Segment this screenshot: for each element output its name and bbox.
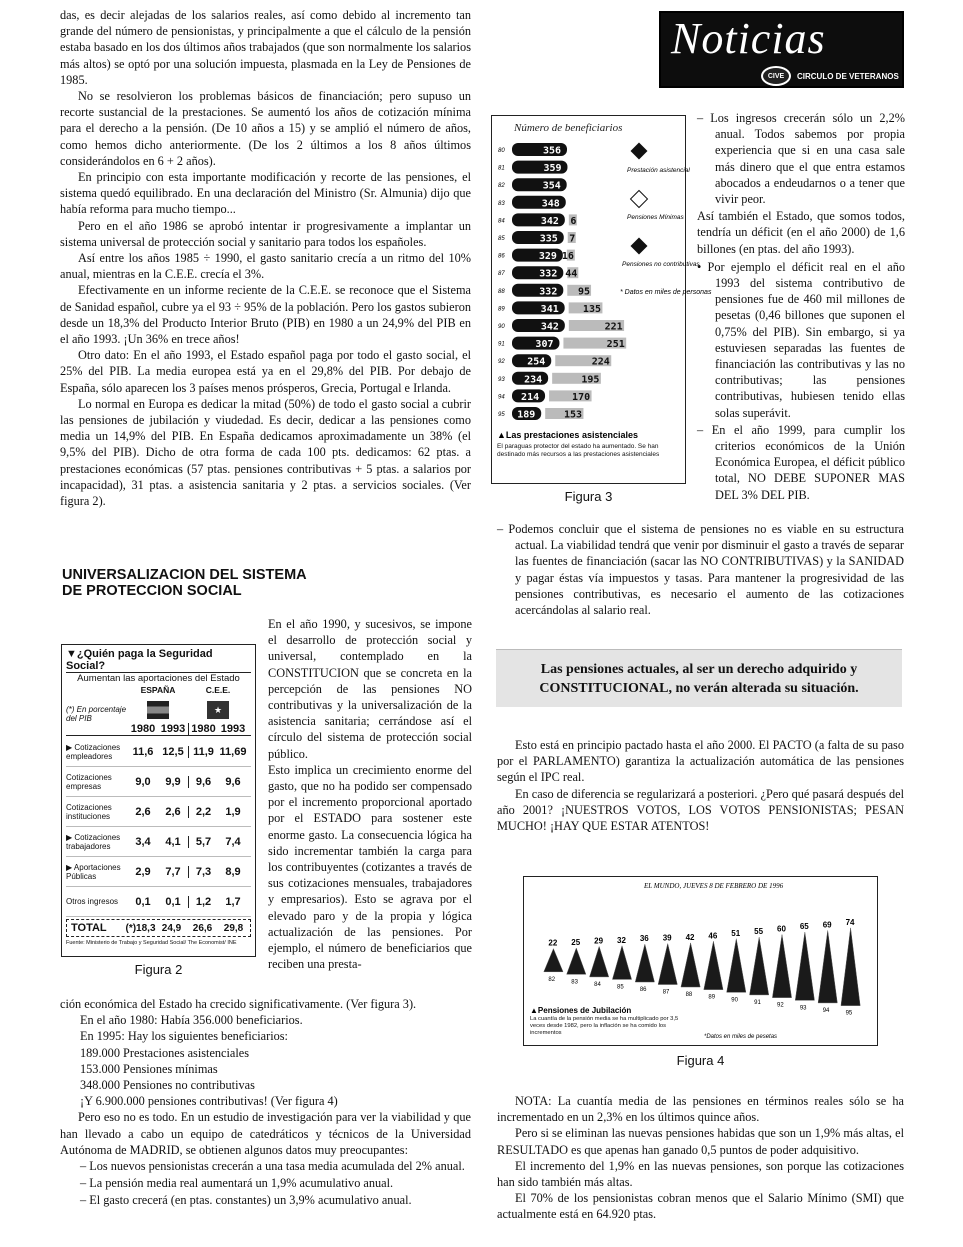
fig3-year-label: 82 <box>498 183 505 190</box>
fig2-row-label: ▶ Cotizaciones trabajadores <box>66 832 121 851</box>
fig2-cell: 7,3 <box>188 866 218 878</box>
fig2-cell: 0,1 <box>165 895 181 908</box>
beneficiary-line: 153.000 Pensiones mínimas <box>80 1061 218 1076</box>
fig2-table-row <box>66 827 251 857</box>
fig3-year-label: 94 <box>498 394 505 401</box>
fig4-peak <box>841 928 860 1006</box>
fig3-value-label: 95 <box>578 286 591 298</box>
fig4-year-label: 92 <box>777 1002 784 1009</box>
fig4-year-label: 93 <box>799 1005 807 1012</box>
fig2-row-label: Cotizaciones empresas <box>66 772 112 791</box>
fig4-year-label: 91 <box>754 999 761 1006</box>
legend-diamond-outline-icon <box>631 191 648 208</box>
paragraph: Así también el Estado, que somos todos, tendría un déficit (en el año 2000) de 1,6 billones (en ptas. del año 1993). <box>697 209 905 256</box>
fig4-value-label: 29 <box>594 936 604 946</box>
fig3-year-label: 85 <box>498 236 505 242</box>
fig3-value-label: 354 <box>542 180 561 192</box>
beneficiaries-chart <box>492 116 712 482</box>
paragraph: Efectivamente en un informe reciente de la C.E.E. se reconoce que el Sistema de Sanidad español, cubre ya el 93 ÷ 95% de la población. Pero los gastos subieron desde un 18,3% del Producto Interior Bruto (PIB) en 1980 a un 24,9% del PIB en el año 1993. ¡Un 36% en trece años! <box>60 283 471 347</box>
fig2-col-cee: C.E.E. <box>205 685 231 695</box>
fig2-table-row <box>66 797 251 827</box>
fig2-year-header: 1980 <box>188 723 218 735</box>
fig3-value-label: 6 <box>570 215 577 227</box>
fig3-year-label: 88 <box>498 288 505 295</box>
fig2-table-row <box>66 767 251 797</box>
fig4-note: *Datos en miles de pesetas <box>704 1034 778 1040</box>
fig2-table-row <box>66 737 251 767</box>
fig2-total-label: TOTAL <box>71 922 107 934</box>
fig2-cell: 5,7 <box>188 836 218 848</box>
fig4-peak <box>635 944 654 982</box>
left-column-top <box>60 7 471 509</box>
fig3-year-label: 86 <box>498 253 505 260</box>
fig4-value-label: 25 <box>571 938 581 948</box>
fig4-peak <box>818 930 837 1002</box>
fig4-value-label: 22 <box>548 938 558 948</box>
fig4-header: EL MUNDO, JUEVES 8 DE FEBRERO DE 1996 <box>644 882 784 890</box>
fig3-value-label: 170 <box>572 391 591 403</box>
paragraph: Otro dato: En el año 1993, el Estado español paga por todo el gasto social, el 25% del PIB. La media europea está ya en el 29,8% del PIB. Por debajo de España, sólo aparecen los 3 países menos prósperos, Grecia, Portugal e Irlanda. <box>60 348 471 395</box>
bullet-item: – En el año 1999, para cumplir los criterios económicos de la Unión Económica Europea, el déficit público total, NO DEBE SUPONER MAS DEL 3% DEL PIB. <box>697 422 905 502</box>
figure-3-chart <box>491 115 712 484</box>
fig3-year-label: 92 <box>498 359 505 366</box>
fig3-value-label: 342 <box>540 215 559 227</box>
fig3-footer-title: ▲Las prestaciones asistenciales <box>497 430 638 440</box>
right-column-top <box>697 110 905 504</box>
fig4-year-label: 82 <box>548 976 556 983</box>
fig2-row-label: Cotizaciones instituciones <box>66 802 112 821</box>
fig3-value-label: 341 <box>540 303 559 315</box>
fig3-value-label: 335 <box>539 233 558 245</box>
fig2-cell: 1,2 <box>188 896 218 908</box>
cive-logo <box>761 66 791 86</box>
beneficiary-line: ¡Y 6.900.000 pensiones contributivas! (Ver figura 4) <box>80 1094 338 1109</box>
fig4-year-label: 88 <box>685 992 693 998</box>
fig3-value-label: 359 <box>543 163 562 175</box>
fig4-title: ▲Pensiones de Jubilación <box>530 1006 632 1015</box>
fig4-year-label: 84 <box>594 981 601 988</box>
fig2-title: ▼¿Quién paga la Seguridad Social? <box>66 648 251 673</box>
fig2-row-label: ▶ Aportaciones Públicas <box>66 862 121 881</box>
fig3-title: Número de beneficiarios <box>514 122 623 134</box>
fig2-cell: 1,9 <box>225 805 241 818</box>
fig4-value-label: 65 <box>799 922 809 932</box>
fig2-cell: 3,4 <box>135 835 151 848</box>
fig2-col-spain: ESPAÑA <box>140 685 176 695</box>
fig2-cell: 9,6 <box>225 775 241 788</box>
fig2-table-row <box>66 887 251 917</box>
fig2-cell: 9,0 <box>135 775 151 788</box>
fig3-value-label: 329 <box>538 251 557 263</box>
bullet-item: – Los ingresos crecerán sólo un 2,2% anual. Todos sabemos por propia experiencia que si en una casa sale más dinero que el que entra estamos abocados a endeudarnos o a tener que vivir peor. <box>697 111 905 207</box>
paragraph: En el año 1990, y sucesivos, se impone el desarrollo de protección social y universal, contemplado en la CONSTITUCION que se concreta en la percepción de las pensiones NO contributivas y la universalización de la asistencia sanitaria; cerrándose así el círculo del sistema de protección social público. Esto implica un crecimiento enorme del gasto, que no ha podido ser compensado por el incremento proporcional aportado por el ESTADO para sostener este enorme gasto. La consecuencia lógica ha sido incrementar también la carga para los contribuyentes (cotizantes a través de sus cotizaciones mensuales, trabajadores y empresarios). Esto se agrava por el elevado paro y de la propia y lógica actualización de las pensiones. Por ejemplo, el número de beneficiarios que reciben una presta- <box>268 617 472 972</box>
legend-diamond-icon <box>631 143 648 160</box>
fig4-peak <box>727 939 746 993</box>
bullet-item: • Por ejemplo el déficit real en el año 1993 del sistema contributivo de pensiones fue de 460 mil millones de pesetas (0,46 billones que suponen el 0,75% del PIB). Sin embargo, si ya estuviesen separadas las fuentes de financiación las contributivas y las no contributivas; las pensiones contributivas, hubiesen tenido ellas solas superávit. <box>697 259 905 420</box>
paragraph: Pero en el año 1986 se aprobó intentar ir progresivamente a implantar un sistema universal de protección social y sanitario para todos los españoles. <box>60 218 471 249</box>
paragraph: ción económica del Estado ha crecido significativamente. (Ver figura 3). <box>60 997 417 1011</box>
fig3-value-label: 44 <box>565 268 578 280</box>
fig3-footer-text: El paraguas protector del estado ha aumentado. Se han destinado más recursos a las prestaciones asistenciales <box>497 443 660 458</box>
masthead-title: Noticias <box>671 14 826 63</box>
fig4-peak <box>772 935 791 998</box>
fig4-value-label: 51 <box>731 928 741 938</box>
right-column-conclusion <box>497 521 904 619</box>
fig3-value-label: 214 <box>521 391 540 403</box>
fig3-value-label: 153 <box>563 409 583 421</box>
figure-2-caption: Figura 2 <box>134 962 183 977</box>
fig4-year-label: 87 <box>662 989 670 996</box>
beneficiary-line: En el año 1980: Había 356.000 beneficiarios. <box>80 1013 303 1028</box>
bullet-item: – La pensión media real aumentará un 1,9% acumulativo anual. <box>80 1176 394 1191</box>
fig3-value-label: 342 <box>540 321 559 333</box>
fig2-cell: 2,6 <box>135 805 151 818</box>
paragraph: das, es decir alejadas de los salarios reales, así como debido al incremento tan grande del número de pensionistas, y principalmente a que el cálculo de la pensión estaba basado en los dos últimos años trabajados (que son normalmente los salarios más altos) se optó por una solución impuesta, plasmada en la Ley de Pensiones de 1985. <box>60 8 471 87</box>
fig3-year-label: 91 <box>498 341 505 348</box>
fig3-year-label: 95 <box>498 412 505 418</box>
fig2-source: Fuente: Ministerio de Trabajo y Seguridad Social/ The Economist/ INE <box>66 940 237 946</box>
fig2-cell: 11,9 <box>188 746 218 758</box>
fig3-year-label: 83 <box>498 200 505 207</box>
spain-flag-icon <box>147 701 169 719</box>
eu-flag-icon: ★ <box>207 701 229 719</box>
left-column-mid <box>268 616 472 972</box>
figure-4-chart <box>523 876 878 1046</box>
fig4-value-label: 39 <box>662 933 672 943</box>
fig2-total-cell: 24,9 <box>161 922 182 934</box>
legend-note: * Datos en miles de personas <box>620 289 712 296</box>
fig4-peak <box>590 946 609 976</box>
fig4-year-label: 83 <box>571 979 578 986</box>
fig2-note: (*) En porcentaje del PIB <box>66 705 127 723</box>
highlight-text: Las pensiones actuales, al ser un derecho adquirido y CONSTITUCIONAL, no verán alterada su situación. <box>539 661 859 696</box>
fig3-year-label: 84 <box>498 218 505 225</box>
fig2-total-cell: 26,6 <box>192 922 213 934</box>
fig2-cell: 11,69 <box>219 745 247 758</box>
fig4-peak <box>681 943 700 987</box>
fig2-cell: 4,1 <box>165 835 181 848</box>
fig3-value-label: 221 <box>604 321 623 333</box>
fig4-value-label: 74 <box>845 917 855 927</box>
legend-diamond-icon <box>631 238 648 255</box>
fig2-cell: 2,6 <box>165 805 181 818</box>
fig3-value-label: 189 <box>517 409 536 421</box>
fig4-peak <box>612 946 631 980</box>
paragraph: En caso de diferencia se regularizará a posteriori. ¿Pero qué pasará después del año 2001? ¡NUESTROS VOTOS, LOS VOTOS PENSIONISTAS; PESAN MUCHO! ¡HAY QUE ESTAR ATENTOS! <box>497 786 904 834</box>
beneficiary-line: En 1995: Hay los siguientes beneficiarios: <box>80 1029 288 1044</box>
paragraph: Pero eso no es todo. En un estudio de investigación para ver la viabilidad y que han llevado a cabo un equipo de catedráticos y técnicos de la Universidad Autónoma de MADRID, se obtienen algunos datos muy preocupantes: <box>60 1110 471 1157</box>
fig2-cell: 7,7 <box>165 865 181 878</box>
fig3-value-label: 332 <box>539 268 558 280</box>
fig3-value-label: 332 <box>539 286 558 298</box>
fig4-peak <box>658 944 677 985</box>
fig2-row-label: Otros ingresos <box>66 897 119 906</box>
paragraph: Así entre los años 1985 ÷ 1990, el gasto sanitario crecía a un ritmo del 10% anual, mientras en la C.E.E. crecía el 3%. <box>60 251 471 282</box>
fig2-cell: 12,5 <box>162 745 184 758</box>
bullet-item: – Podemos concluir que el sistema de pensiones no es viable en su estructura actual. La viabilidad tendrá que venir por disminuir el gasto a través de separar las fuentes de financiación (sacar las NO CONTRIBUTIVAS) y la SANIDAD y pagar éstas vía impuestos y tasas. Para mantener la progresividad de las pensiones contributivas, es necesario el aumento de las cotizaciones acercándolas al salario real. <box>497 522 904 618</box>
fig2-cell: 8,9 <box>225 865 241 878</box>
fig3-value-label: 16 <box>561 251 574 263</box>
fig3-value-label: 234 <box>524 374 543 386</box>
figure-4-caption: Figura 4 <box>676 1053 725 1068</box>
fig3-value-label: 224 <box>591 356 610 368</box>
legend-label: Prestación asistencial <box>627 167 690 174</box>
fig2-cell: 11,6 <box>132 745 154 758</box>
figure-2-table <box>61 644 256 957</box>
fig4-year-label: 90 <box>731 997 738 1004</box>
legend-label: Pensiones Mínimas <box>627 214 684 221</box>
fig2-cell: 1,7 <box>225 895 241 908</box>
fig4-value-label: 55 <box>754 927 764 937</box>
fig4-year-label: 89 <box>708 994 716 1001</box>
paragraph: Lo normal en Europa es dedicar la mitad (50%) de todo el gasto social a cubrir las pensiones de jubilación y viudedad. Es decir, dedicar a las pensiones como media un 14,9% del PIB. En España dedicamos aproximadamente un 38% (el 9,5% del PIB). Dicho de otra forma de cada 100 pts. dedicamos: 62 ptas. a prestaciones económicas (57 ptas. pensiones contributivas + 5 ptas. a salarios por incapacidad), 31 ptas. a asistencia sanitaria y 2 ptas. a servicios sociales. (Ver figura 2). <box>60 396 471 509</box>
fig4-value-label: 36 <box>639 934 649 944</box>
right-column-mid <box>497 737 904 834</box>
right-column-bottom <box>497 1093 904 1223</box>
left-column-bottom <box>60 996 471 1210</box>
fig3-value-label: 356 <box>543 145 562 157</box>
bullet-item: – Los nuevos pensionistas crecerán a una tasa media acumulada del 2% anual. <box>80 1159 465 1174</box>
fig2-year-header: 1993 <box>220 723 246 735</box>
fig4-year-label: 85 <box>617 984 624 991</box>
beneficiary-line: 348.000 Pensiones no contributivas <box>80 1078 255 1093</box>
legend-label: Pensiones no contributivas <box>622 261 700 268</box>
fig4-year-label: 95 <box>845 1010 853 1017</box>
fig4-value-label: 46 <box>708 931 718 941</box>
fig2-cell: 0,1 <box>135 895 151 908</box>
fig4-year-label: 94 <box>822 1007 830 1014</box>
fig2-year-header: 1980 <box>130 723 156 735</box>
fig2-cell: 9,6 <box>188 776 218 788</box>
fig4-year-label: 86 <box>639 987 647 993</box>
fig2-cell: 7,4 <box>225 835 241 848</box>
fig4-value-label: 69 <box>822 920 832 930</box>
masthead <box>659 11 904 88</box>
fig4-peak <box>704 941 723 989</box>
bullet-item: – El gasto crecerá (en ptas. constantes) un 3,9% acumulativo anual. <box>80 1193 412 1208</box>
fig3-value-label: 251 <box>606 339 625 351</box>
fig4-value-label: 60 <box>777 924 786 934</box>
paragraph: NOTA: La cuantía media de las pensiones en términos reales sólo se ha incrementado en un 2,3% en los últimos quince años. <box>497 1094 904 1125</box>
fig2-total-cell: (*)18,3 <box>125 922 156 934</box>
fig4-text: La cuantía de la pensión media se ha multiplicado por 3,5 veces desde 1982, pero la inflación se ha comido los incrementos <box>530 1016 679 1036</box>
fig3-year-label: 90 <box>498 324 505 330</box>
fig3-year-label: 93 <box>498 376 505 383</box>
paragraph: El incremento del 1,9% en las nuevas pensiones, son porque las cotizaciones han sido también más altas. <box>497 1158 904 1190</box>
fig4-peak <box>544 949 563 972</box>
fig4-value-label: 32 <box>617 935 626 945</box>
fig3-value-label: 7 <box>569 233 576 245</box>
fig3-year-label: 87 <box>498 271 505 278</box>
fig2-year-header: 1993 <box>160 723 186 735</box>
fig4-peak <box>750 937 769 995</box>
cive-logo-text: CIVE <box>767 72 785 80</box>
fig2-subtitle: Aumentan las aportaciones del Estado <box>77 673 240 684</box>
fig3-value-label: 307 <box>535 339 554 351</box>
fig4-value-label: 42 <box>685 932 695 942</box>
paragraph: No se resolvieron los problemas básicos de financiación; pero supuso un recorte sustancial de la prestaciones. Se aumentó los años de cotización mínima para el derecho a la pensión. (De 10 años a 15) y se amplió el número de años, como hemos dicho anteriormente. (De los 2 últimos a los 8 años últimos considerándolos en 6 + 2 años). <box>60 89 471 168</box>
fig3-year-label: 80 <box>498 148 505 154</box>
fig4-peak <box>567 948 586 974</box>
fig3-value-label: 195 <box>581 374 600 386</box>
fig3-year-label: 81 <box>498 165 505 172</box>
fig2-cell: 2,2 <box>188 806 218 818</box>
fig2-table-row <box>66 857 251 887</box>
fig2-cell: 9,9 <box>165 775 181 788</box>
highlight-box <box>496 649 902 707</box>
paragraph: El 70% de los pensionistas cobran menos que el Salario Mínimo (SMI) que actualmente está en 64.920 ptas. <box>497 1191 904 1222</box>
fig4-peak <box>795 932 814 1000</box>
paragraph: Pero si se eliminan las nuevas pensiones habidas que son un 1,9% más altas, el RESULTADO es que apenas han ganado 0,5 puntos de poder adquisitivo. <box>497 1126 904 1157</box>
fig2-row-label: ▶ Cotizaciones empleadores <box>66 742 121 761</box>
fig3-year-label: 89 <box>498 306 505 313</box>
fig3-value-label: 135 <box>582 303 601 315</box>
beneficiary-line: 189.000 Prestaciones asistenciales <box>80 1045 250 1060</box>
paragraph: Esto está en principio pactado hasta el año 2000. El PACTO (a falta de su paso por el PARLAMENTO) garantiza la actualización automática de las pensiones según el IPC real. <box>497 738 904 785</box>
fig2-total-cell: 29,8 <box>223 922 244 934</box>
fig2-cell: 2,9 <box>135 865 151 878</box>
fig3-value-label: 348 <box>541 198 560 210</box>
fig3-value-label: 254 <box>527 356 546 368</box>
figure-3-caption: Figura 3 <box>564 489 613 504</box>
masthead-subtitle: CIRCULO DE VETERANOS <box>797 72 899 81</box>
paragraph: En principio con esta importante modificación y recorte de las pensiones, el sistema quedó equilibrado. En una declaración del Ministro (Sr. Almunia) dijo que había reforma para mucho tiempo... <box>60 170 471 217</box>
section-heading: UNIVERSALIZACION DEL SISTEMA DE PROTECCION SOCIAL <box>62 567 307 599</box>
